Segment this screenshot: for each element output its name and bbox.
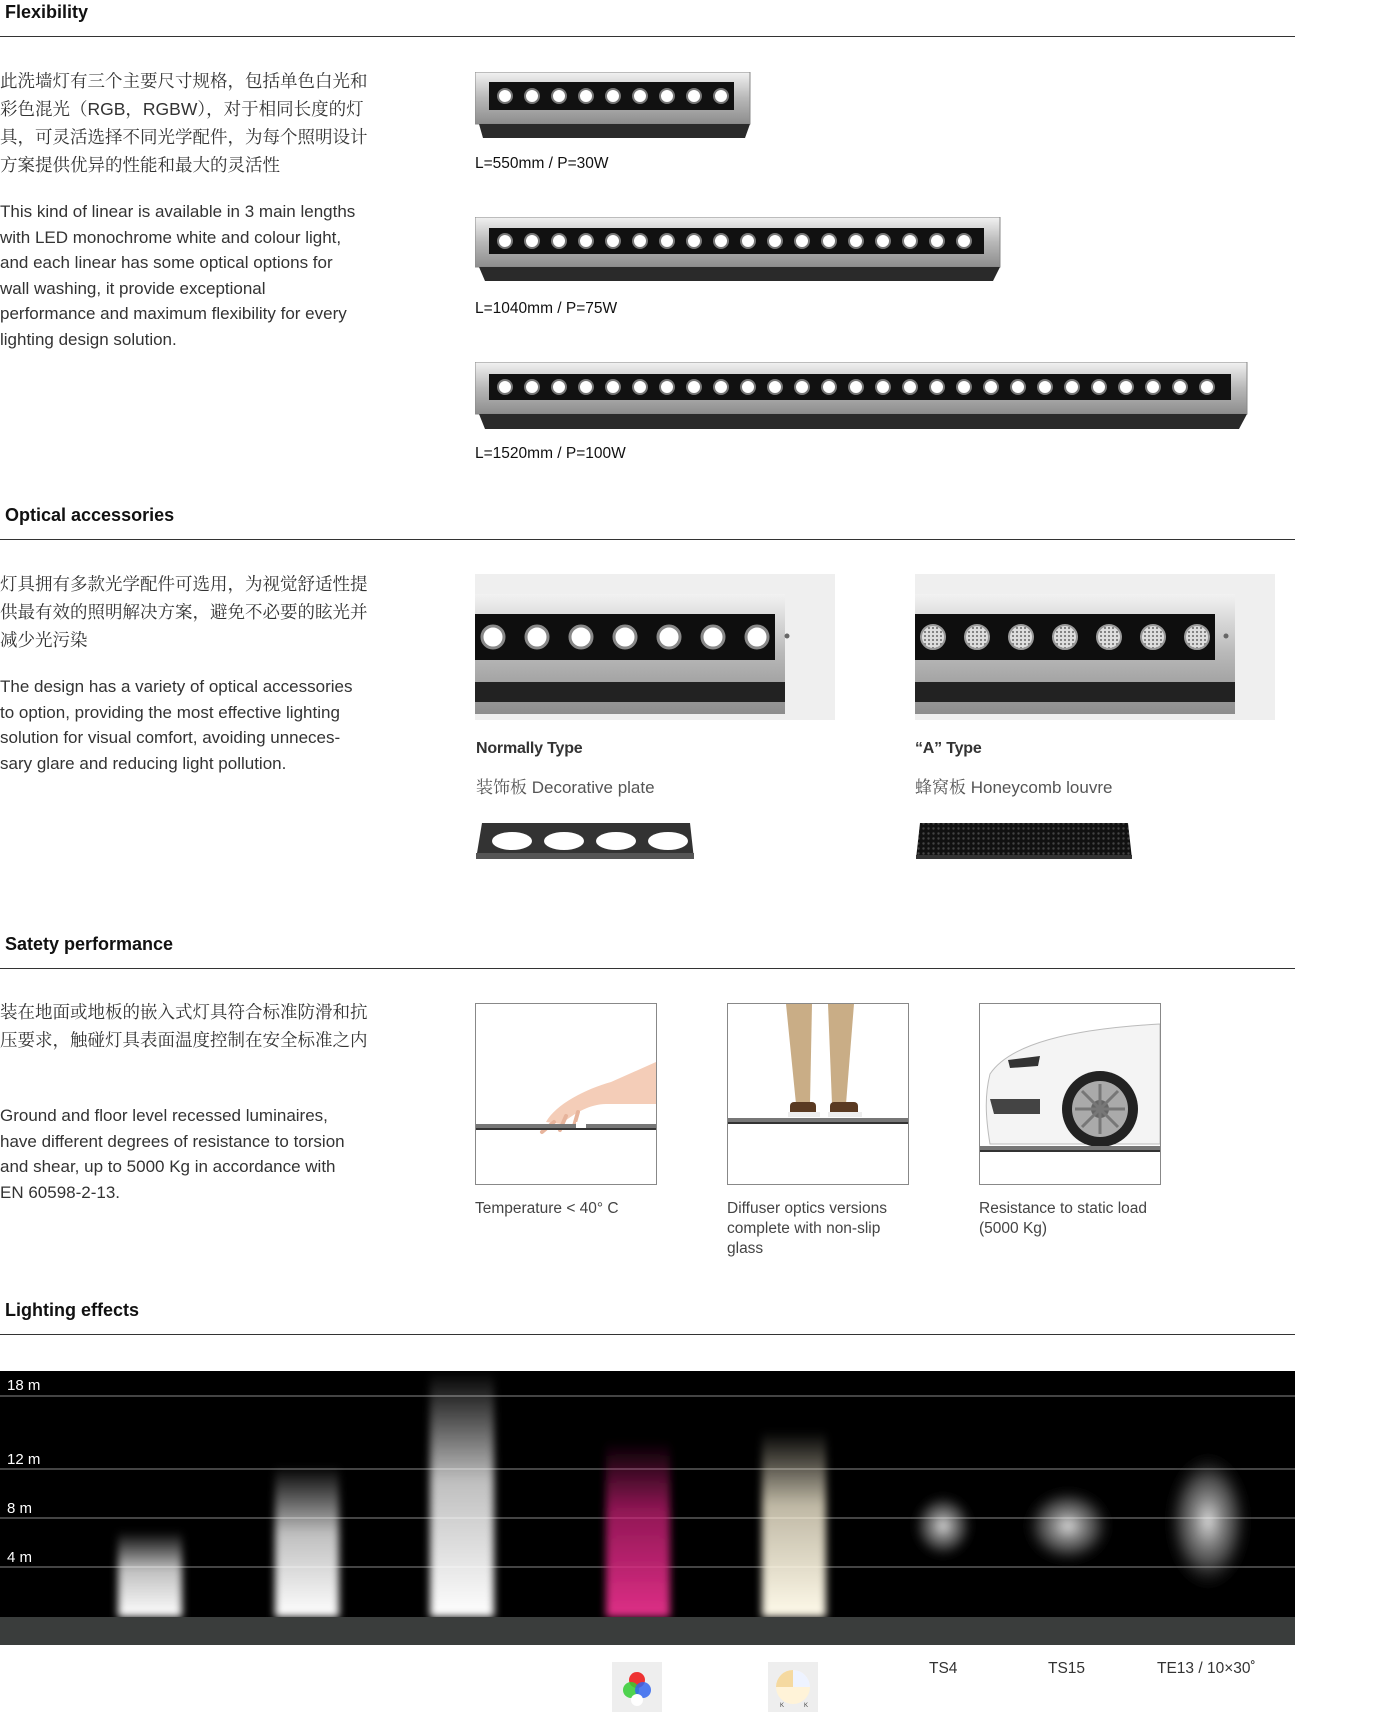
product-label-550: L=550mm / P=30W <box>475 155 609 172</box>
flexibility-en-text: This kind of linear is available in 3 main lengths with LED monochrome white and colour light, and each linear has some optical options for wall washing, it provide exceptional performance and maximum flexibility for every lighting design solution. <box>0 202 356 349</box>
product-image-1040 <box>475 217 1005 285</box>
normal-type-image <box>475 574 835 720</box>
section-title-flexibility: Flexibility <box>5 2 89 22</box>
non-slip-caption: Diffuser optics versions complete with non-slip glass <box>727 1200 887 1257</box>
grid-label-12m: 12 m <box>7 1451 41 1468</box>
divider <box>0 968 1295 969</box>
optical-en-text: The design has a variety of optical accessories to option, providing the most effective lighting solution for visual comfort, avoiding unneces-sary glare and reducing light pollution. <box>0 677 353 773</box>
static-load-caption: Resistance to static load (5000 Kg) <box>979 1200 1148 1237</box>
car-wheel-icon <box>980 1004 1160 1184</box>
rgb-color-icon <box>612 1662 662 1712</box>
product-image-550 <box>475 72 755 140</box>
svg-text:K: K <box>804 1703 809 1709</box>
optical-zh-text: 灯具拥有多款光学配件可选用，为视觉舒适性提供最有效的照明解决方案，避免不必要的眩光并减少光污染 <box>0 574 368 650</box>
grid-label-18m: 18 m <box>7 1377 41 1394</box>
safety-en-text: Ground and floor level recessed luminaires, have different degrees of resistance to torsion and shear, up to 5000 Kg in accordance with EN 60598-2-13. <box>0 1106 345 1202</box>
temperature-caption: Temperature < 40° C <box>475 1200 619 1217</box>
divider <box>0 1334 1295 1335</box>
optic-label-te13: TE13 / 10×30˚ <box>1157 1660 1256 1677</box>
section-title-optical: Optical accessories <box>5 505 175 525</box>
decorative-plate-icon <box>476 821 694 863</box>
section-title-lighting: Lighting effects <box>5 1300 139 1320</box>
svg-text:K: K <box>780 1703 785 1709</box>
product-label-1520: L=1520mm / P=100W <box>475 445 626 462</box>
normal-type-sub: 装饰板 Decorative plate <box>476 778 655 797</box>
flexibility-zh-text: 此洗墙灯有三个主要尺寸规格，包括单色白光和彩色混光（RGB，RGBW），对于相同长度的灯具，可灵活选择不同光学配件，为每个照明设计方案提供优异的性能和最大的灵活性 <box>0 71 368 175</box>
a-type-name: “A” Type <box>915 740 982 757</box>
a-type-image <box>915 574 1275 720</box>
product-image-1520 <box>475 362 1255 432</box>
standing-person-icon <box>728 1004 908 1184</box>
honeycomb-louvre-icon <box>916 821 1132 863</box>
lighting-effects-image <box>0 1371 1295 1645</box>
normal-type-name: Normally Type <box>476 740 583 757</box>
optic-label-ts15: TS15 <box>1048 1660 1086 1677</box>
safety-zh-text: 装在地面或地板的嵌入式灯具符合标准防滑和抗压要求，触碰灯具表面温度控制在安全标准之内 <box>0 1002 368 1050</box>
divider <box>0 539 1295 540</box>
grid-label-4m: 4 m <box>7 1549 33 1566</box>
a-type-sub: 蜂窝板 Honeycomb louvre <box>915 778 1113 797</box>
color-temperature-icon <box>768 1662 818 1712</box>
hand-touch-icon <box>476 1004 656 1184</box>
grid-label-8m: 8 m <box>7 1500 33 1517</box>
section-title-safety: Satety performance <box>5 934 174 954</box>
divider <box>0 36 1295 37</box>
static-load-card <box>979 1003 1161 1185</box>
optic-label-ts4: TS4 <box>929 1660 958 1677</box>
product-label-1040: L=1040mm / P=75W <box>475 300 618 317</box>
non-slip-card <box>727 1003 909 1185</box>
temperature-card <box>475 1003 657 1185</box>
